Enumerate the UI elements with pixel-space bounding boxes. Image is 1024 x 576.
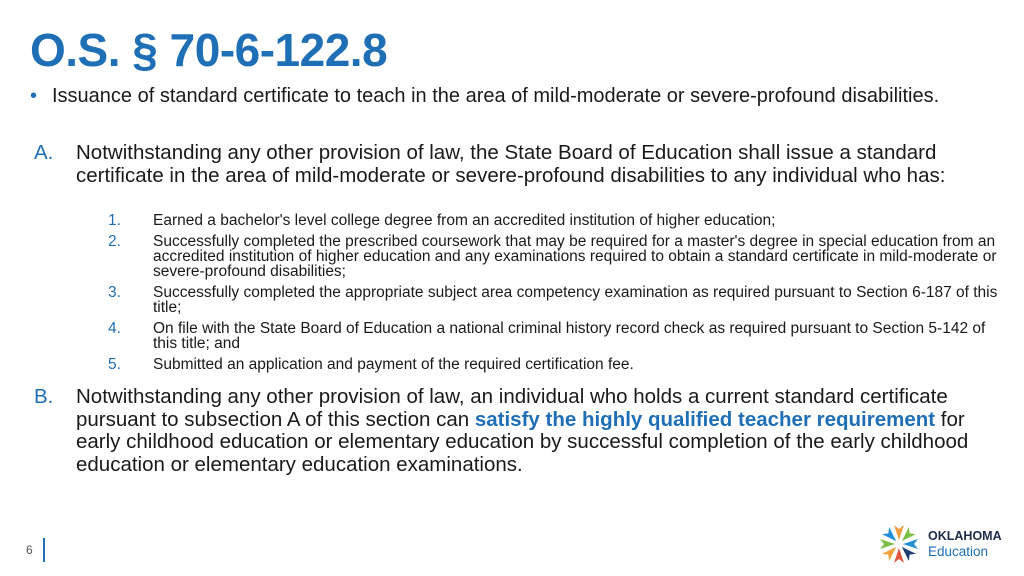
highlighted-requirement: satisfy the highly qualified teacher requirement xyxy=(474,407,936,431)
section-b-text-before: Notwithstanding any other provision of law, an individual who holds a current standard certificate pursuant to subsection A of this section can xyxy=(76,385,948,431)
logo-line-education: Education xyxy=(928,544,989,559)
list-item xyxy=(108,357,998,372)
list-item xyxy=(108,234,998,279)
page-number-divider xyxy=(43,538,45,562)
state-people-logo-icon xyxy=(876,521,922,567)
list-item xyxy=(108,213,998,228)
section-a xyxy=(34,142,984,187)
page-number: 6 xyxy=(26,543,33,557)
list-item-text: Successfully completed the appropriate subject area competency examination as required pursuant to Section 6-187 of this title; xyxy=(153,284,998,316)
section-a-text: Notwithstanding any other provision of law, the State Board of Education shall issue a standard certificate in the area of mild-moderate or severe-profound disabilities to any individual who has: xyxy=(76,141,946,187)
list-item-number: 1. xyxy=(108,212,121,229)
bullet-marker: • xyxy=(30,85,38,107)
section-b-text xyxy=(34,386,984,476)
section-b-text-after: for early childhood education or elementary education by successful completion of the early childhood education or elementary education examinations. xyxy=(76,407,969,476)
subtitle-bullet xyxy=(30,84,990,108)
logo-line-oklahoma: OKLAHOMA xyxy=(928,529,1002,543)
section-a-label: A. xyxy=(34,141,54,164)
list-item-number: 3. xyxy=(108,284,121,301)
list-item-number: 5. xyxy=(108,356,121,373)
list-item-text: Submitted an application and payment of the required certification fee. xyxy=(153,356,634,373)
list-item xyxy=(108,285,998,315)
page-title: O.S. § 70-6-122.8 xyxy=(30,24,388,76)
list-item-number: 4. xyxy=(108,320,121,337)
list-item xyxy=(108,321,998,351)
section-b-label: B. xyxy=(34,385,54,408)
requirements-list xyxy=(108,213,998,378)
oklahoma-education-logo xyxy=(876,521,1002,567)
list-item-text: On file with the State Board of Education a national criminal history record check as required pursuant to Section 5-142 of this title; and xyxy=(153,320,986,352)
list-item-text: Successfully completed the prescribed coursework that may be required for a master's degree in special education from an accredited institution of higher education and any examinations required to obtain a standard certificate in mild-moderate or severe-profound disabilities; xyxy=(153,233,997,280)
subtitle-text: Issuance of standard certificate to teach in the area of mild-moderate or severe-profound disabilities. xyxy=(52,85,940,107)
list-item-number: 2. xyxy=(108,233,121,250)
section-b xyxy=(34,386,984,476)
list-item-text: Earned a bachelor's level college degree from an accredited institution of higher education; xyxy=(153,212,776,229)
